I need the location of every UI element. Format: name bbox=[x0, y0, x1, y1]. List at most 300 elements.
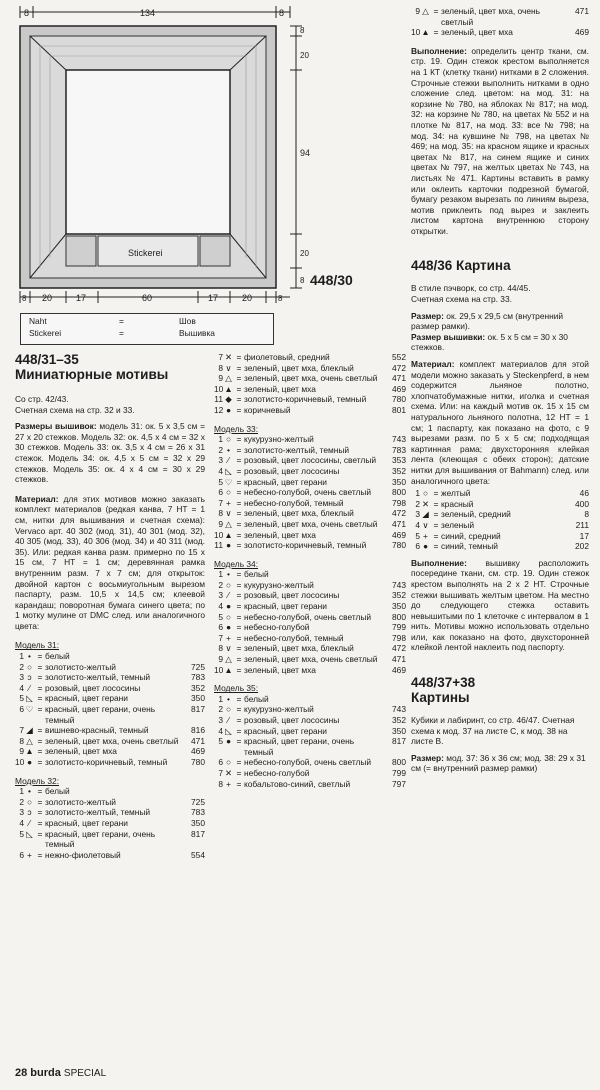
color-index: 7 bbox=[218, 767, 223, 778]
color-name: кукурузно-желтый bbox=[244, 579, 314, 590]
stitch-symbol-icon: • bbox=[227, 444, 230, 455]
color-row bbox=[214, 498, 406, 509]
color-index: 5 bbox=[218, 736, 223, 747]
color-code: 801 bbox=[392, 404, 406, 415]
equals-sign: = bbox=[236, 434, 242, 445]
size-label: Размер: bbox=[411, 310, 444, 321]
color-name: зеленый, цвет мха bbox=[244, 664, 316, 675]
color-name: небесно-голубой, темный bbox=[244, 497, 344, 508]
color-index: 1 bbox=[218, 569, 223, 580]
color-code: 350 bbox=[191, 693, 205, 704]
color-index: 2 bbox=[218, 579, 223, 590]
color-name: розовый, цвет лососины bbox=[244, 590, 340, 601]
equals-sign: = bbox=[236, 383, 242, 394]
stitch-symbol-icon: ● bbox=[422, 541, 429, 552]
color-index: 5 bbox=[19, 693, 24, 704]
equals-sign: = bbox=[236, 540, 242, 551]
color-code: 817 bbox=[191, 828, 205, 839]
color-code: 471 bbox=[575, 6, 589, 16]
color-code: 8 bbox=[584, 509, 589, 520]
stitch-symbol-icon: ● bbox=[26, 757, 33, 767]
color-index: 5 bbox=[218, 476, 223, 487]
color-index: 10 bbox=[214, 383, 224, 394]
color-index: 3 bbox=[218, 455, 223, 466]
color-name: золотисто-коричневый, темный bbox=[45, 757, 168, 767]
model-34-list bbox=[214, 569, 406, 675]
color-index: 8 bbox=[218, 778, 223, 789]
dim-right-3: 94 bbox=[300, 148, 311, 158]
color-code: 469 bbox=[191, 746, 205, 757]
equals-sign: = bbox=[37, 661, 43, 672]
model-31-list bbox=[15, 651, 205, 768]
color-index: 11 bbox=[214, 394, 223, 405]
color-code: 817 bbox=[392, 736, 406, 747]
equals-sign: = bbox=[236, 444, 242, 455]
color-name: золотисто-желтый, темный bbox=[45, 672, 151, 683]
equals-sign: = bbox=[433, 530, 439, 541]
equals-sign: = bbox=[236, 455, 242, 466]
model-33-heading: Модель 33: bbox=[214, 423, 259, 434]
color-row bbox=[214, 445, 406, 456]
equals-sign: = bbox=[37, 672, 43, 683]
color-name: розовый, цвет лососины bbox=[244, 715, 340, 725]
color-row bbox=[15, 829, 205, 850]
legend-eq: = bbox=[119, 327, 124, 338]
color-row bbox=[15, 818, 205, 829]
color-row bbox=[15, 704, 205, 725]
size-text: мод. 37: 36 х 36 см; мод. 38: 29 х 31 см (= внутренний размер рамки) bbox=[411, 752, 586, 774]
equals-sign: = bbox=[37, 796, 43, 807]
color-name: небесно-голубой bbox=[244, 622, 310, 633]
color-code: 350 bbox=[392, 725, 406, 736]
equals-sign: = bbox=[236, 643, 242, 654]
frame-diagram bbox=[0, 0, 330, 340]
color-index: 9 bbox=[19, 746, 24, 757]
color-row bbox=[15, 725, 205, 736]
color-code: 780 bbox=[191, 757, 205, 767]
color-index: 6 bbox=[218, 622, 223, 633]
color-index: 7 bbox=[218, 497, 223, 508]
color-index: 5 bbox=[218, 611, 223, 622]
stitch-symbol-icon: ∨ bbox=[225, 362, 232, 373]
equals-sign: = bbox=[236, 611, 242, 622]
equals-sign: = bbox=[37, 682, 43, 693]
color-code: 350 bbox=[392, 476, 406, 487]
equals-sign: = bbox=[236, 476, 242, 487]
color-row bbox=[214, 384, 406, 395]
equals-sign: = bbox=[433, 488, 439, 499]
color-code: 400 bbox=[575, 498, 589, 509]
color-row bbox=[214, 704, 406, 715]
section-title-31-35: 448/31–35 bbox=[15, 352, 79, 367]
color-code: 725 bbox=[191, 796, 205, 807]
color-row bbox=[214, 352, 406, 363]
color-name: красный, цвет герани bbox=[244, 725, 327, 736]
color-index: 9 bbox=[218, 654, 223, 665]
column-2 bbox=[214, 352, 406, 789]
stitch-symbol-icon: ⁄ bbox=[28, 682, 31, 693]
color-index: 11 bbox=[214, 540, 223, 551]
stitch-symbol-icon: ▲ bbox=[224, 664, 233, 675]
intro-line: Счетная схема на стр. 33. bbox=[411, 294, 512, 305]
stitch-symbol-icon: ○ bbox=[225, 579, 232, 590]
size-label: Размер: bbox=[411, 752, 444, 763]
stitch-symbol-icon: ✕ bbox=[224, 352, 233, 362]
color-name: белый bbox=[45, 786, 70, 797]
color-name: небесно-голубой, очень светлый bbox=[244, 487, 372, 498]
stitch-symbol-icon: ⁄ bbox=[227, 715, 230, 725]
size-text: ок. 29,5 х 29,5 см (внутренний размер рамки). bbox=[411, 310, 564, 332]
color-code: 350 bbox=[191, 817, 205, 828]
color-row bbox=[214, 394, 406, 405]
color-name: зеленый, цвет мха, очень светлый bbox=[244, 373, 378, 384]
stitch-symbol-icon: ◢ bbox=[422, 509, 429, 520]
color-index: 2 bbox=[415, 498, 420, 509]
color-index: 8 bbox=[19, 735, 24, 746]
color-name: кобальтово-синий, светлый bbox=[244, 778, 351, 789]
stitch-symbol-icon: ∨ bbox=[225, 643, 232, 654]
stitch-symbol-icon: ↄ bbox=[27, 807, 32, 818]
color-index: 2 bbox=[218, 444, 223, 455]
stitch-symbol-icon: ◺ bbox=[225, 725, 232, 736]
embroidery-size-paragraph bbox=[411, 332, 589, 353]
color-row bbox=[214, 569, 406, 580]
section-subtitle-31-35: Миниатюрные мотивы bbox=[15, 367, 169, 382]
stitch-symbol-icon: ● bbox=[225, 736, 232, 747]
equals-sign: = bbox=[433, 498, 439, 509]
color-name: золотисто-желтый bbox=[45, 661, 116, 672]
color-row bbox=[411, 27, 589, 38]
color-row bbox=[214, 665, 406, 676]
color-row bbox=[15, 651, 205, 662]
model-35-heading: Модель 35: bbox=[214, 683, 259, 694]
color-index: 9 bbox=[415, 6, 420, 16]
dim-bottom-3: 17 bbox=[76, 293, 87, 303]
stitch-symbol-icon: ○ bbox=[225, 487, 232, 498]
color-code: 743 bbox=[392, 579, 406, 590]
material-text: для этих мотивов можно заказать комплект материалов (редкая канва, 7 НТ = 1 см, нитки для вышивания и счетная схема): Vervaco арт. 40 302 (мод. 31), 40 301 (мод. 32), 40 305 (мод. 33), 40 306 (мод. 34) и 40 311 (мод. 35). Или: редкая канва разм. примерно по 15 х 15 см, 7 НТ = 1 см; деревянная рамка внутренним разм. 7 х 7 см; для открыток: двойной картон с восьмиугольным вырезом паспарту, разм. 10,5 х 14,5 см; клеевой карандаш; поворотная бумага синего цвета; по 1 мотку мулине от DMC след. или аналогичного цвета: bbox=[15, 493, 205, 631]
color-row bbox=[411, 520, 589, 531]
legend-eq: = bbox=[119, 316, 124, 326]
color-name: зеленый, цвет мха, блеклый bbox=[244, 508, 354, 519]
color-name: зеленый, цвет мха, блеклый bbox=[244, 362, 354, 373]
color-row bbox=[214, 726, 406, 737]
color-code: 552 bbox=[392, 352, 406, 362]
color-row bbox=[214, 694, 406, 705]
color-index: 5 bbox=[19, 828, 24, 839]
color-name: красный, цвет герани, очень темный bbox=[45, 828, 156, 850]
stitch-symbol-icon: ⁄ bbox=[227, 590, 230, 601]
stitch-symbol-icon: • bbox=[28, 786, 31, 797]
color-row bbox=[15, 672, 205, 683]
model-31-heading: Модель 31: bbox=[15, 640, 60, 651]
color-index: 1 bbox=[218, 693, 223, 704]
color-index: 4 bbox=[218, 465, 223, 476]
execution-paragraph bbox=[411, 46, 589, 237]
color-name: зеленый, цвет мха, очень светлый bbox=[45, 735, 179, 746]
dim-right-1: 8 bbox=[300, 26, 305, 35]
stitch-symbol-icon: • bbox=[227, 693, 230, 704]
material-paragraph bbox=[411, 359, 589, 486]
stitch-symbol-icon: + bbox=[423, 530, 428, 541]
color-row bbox=[214, 466, 406, 477]
color-name: розовый, цвет лососины bbox=[244, 465, 340, 476]
color-index: 8 bbox=[218, 508, 223, 519]
intro-line: В стиле пэчворк, со стр. 44/45. bbox=[411, 283, 531, 294]
color-name: белый bbox=[244, 693, 269, 704]
color-name: зеленый, цвет мха bbox=[244, 383, 316, 394]
color-index: 10 bbox=[214, 664, 224, 675]
color-code: 17 bbox=[579, 530, 589, 541]
equals-sign: = bbox=[433, 541, 439, 552]
stitch-symbol-icon: ✕ bbox=[421, 498, 430, 509]
section-title-37-38: 448/37+38 bbox=[411, 675, 476, 691]
execution-label: Выполнение: bbox=[411, 557, 467, 568]
color-code: 743 bbox=[392, 434, 406, 445]
stitch-symbol-icon: ○ bbox=[422, 488, 429, 499]
equals-sign: = bbox=[37, 828, 43, 839]
color-name: золотисто-коричневый, темный bbox=[244, 394, 367, 405]
equals-sign: = bbox=[433, 6, 439, 16]
equals-sign: = bbox=[236, 529, 242, 540]
color-code: 352 bbox=[392, 715, 406, 725]
equals-sign: = bbox=[236, 518, 242, 529]
intro-paragraph: Кубики и лабиринт, со стр. 46/47. Счетная схема к мод. 37 на листе С, к мод. 38 на листе В. bbox=[411, 715, 575, 747]
stitch-symbol-icon: △ bbox=[225, 518, 232, 529]
color-name: красный, цвет герани bbox=[244, 601, 327, 612]
color-row bbox=[15, 807, 205, 818]
equals-sign: = bbox=[236, 654, 242, 665]
color-code: 472 bbox=[392, 362, 406, 373]
color-code: 352 bbox=[191, 682, 205, 693]
dim-bottom-2: 20 bbox=[42, 293, 53, 303]
color-name: небесно-голубой, очень светлый bbox=[244, 611, 372, 622]
color-code: 783 bbox=[392, 444, 406, 455]
color-index: 3 bbox=[19, 807, 24, 818]
stitch-symbol-icon: • bbox=[227, 569, 230, 580]
equals-sign: = bbox=[236, 590, 242, 601]
size-paragraph bbox=[411, 753, 589, 774]
color-code: 800 bbox=[392, 757, 406, 768]
legend-box bbox=[20, 313, 274, 345]
color-code: 471 bbox=[392, 654, 406, 665]
color-code: 798 bbox=[392, 497, 406, 508]
color-index: 2 bbox=[218, 704, 223, 715]
color-code: 783 bbox=[191, 807, 205, 818]
color-code: 554 bbox=[191, 849, 205, 860]
equals-sign: = bbox=[236, 497, 242, 508]
dim-bottom-6: 20 bbox=[242, 293, 253, 303]
legend-ru: Шов bbox=[179, 316, 196, 326]
equals-sign: = bbox=[236, 715, 242, 725]
dim-right-5: 8 bbox=[300, 276, 305, 285]
color-row bbox=[214, 363, 406, 374]
stitch-symbol-icon: ↄ bbox=[27, 672, 32, 683]
color-name: коричневый bbox=[244, 404, 291, 415]
color-name: золотисто-желтый, темный bbox=[45, 807, 151, 818]
equals-sign: = bbox=[236, 373, 242, 384]
color-row bbox=[214, 540, 406, 551]
material-label: Материал: bbox=[15, 493, 59, 504]
color-index: 4 bbox=[218, 725, 223, 736]
equals-sign: = bbox=[37, 807, 43, 818]
model-32-list bbox=[15, 786, 205, 860]
color-code: 471 bbox=[392, 518, 406, 529]
equals-sign: = bbox=[236, 632, 242, 643]
stitch-symbol-icon: ♡ bbox=[25, 704, 34, 715]
color-row bbox=[411, 6, 589, 27]
equals-sign: = bbox=[236, 778, 242, 789]
equals-sign: = bbox=[37, 817, 43, 828]
equals-sign: = bbox=[236, 465, 242, 476]
equals-sign: = bbox=[236, 767, 242, 778]
sizes-text: модель 31: ок. 5 х 3,5 см = 27 х 20 стежков. Модель 32: ок. 4,5 х 4 см = 32 х 30 стежков. Модель 33: ок. 3,5 х 4 см = 26 х 31 стежок. Модель 34: ок. 4,5 х 5 см = 32 х 29 стежков. Модель 35: ок. 4 х 4 см = 30 х 29 стежков. bbox=[15, 421, 206, 485]
stitch-symbol-icon: ● bbox=[225, 601, 232, 612]
color-row bbox=[214, 508, 406, 519]
equals-sign: = bbox=[236, 725, 242, 736]
stitch-symbol-icon: △ bbox=[225, 654, 232, 665]
color-name: кукурузно-желтый bbox=[244, 434, 314, 445]
color-row bbox=[15, 757, 205, 768]
color-code: 743 bbox=[392, 704, 406, 715]
color-name: зеленый, цвет мха bbox=[441, 27, 513, 38]
model-36-color-list bbox=[411, 488, 589, 552]
color-index: 1 bbox=[415, 488, 420, 499]
stitch-symbol-icon: ▲ bbox=[421, 27, 430, 38]
embroidery-size-label: Размер вышивки: bbox=[411, 331, 486, 342]
stitch-symbol-icon: + bbox=[226, 632, 231, 643]
color-code: 469 bbox=[392, 529, 406, 540]
equals-sign: = bbox=[236, 693, 242, 704]
equals-sign: = bbox=[236, 622, 242, 633]
material-paragraph bbox=[15, 494, 205, 632]
stitch-symbol-icon: + bbox=[27, 849, 32, 860]
color-name: синий, средний bbox=[441, 530, 501, 541]
equals-sign: = bbox=[37, 651, 43, 662]
color-row bbox=[214, 715, 406, 726]
color-row bbox=[411, 488, 589, 499]
stitch-symbol-icon: ▲ bbox=[224, 529, 233, 540]
color-name: белый bbox=[45, 651, 70, 662]
color-row bbox=[15, 850, 205, 861]
color-row bbox=[214, 590, 406, 601]
diagram-ref: 448/30 bbox=[310, 272, 353, 288]
stitch-symbol-icon: ● bbox=[225, 540, 232, 551]
stitch-symbol-icon: △ bbox=[422, 6, 429, 16]
page-footer bbox=[15, 1067, 106, 1079]
stitch-symbol-icon: ○ bbox=[225, 611, 232, 622]
stitch-symbol-icon: ⁄ bbox=[28, 817, 31, 828]
color-row bbox=[214, 779, 406, 790]
page-number: 28 burda bbox=[15, 1067, 61, 1079]
color-row bbox=[214, 757, 406, 768]
color-row bbox=[214, 736, 406, 757]
dim-right-4: 20 bbox=[300, 249, 309, 258]
equals-sign: = bbox=[236, 569, 242, 580]
color-code: 798 bbox=[392, 632, 406, 643]
equals-sign: = bbox=[236, 508, 242, 519]
stitch-symbol-icon: ○ bbox=[225, 434, 232, 445]
color-row bbox=[214, 434, 406, 445]
color-row bbox=[214, 487, 406, 498]
color-row bbox=[15, 797, 205, 808]
intro-line: Счетная схема на стр. 32 и 33. bbox=[15, 404, 135, 415]
color-row bbox=[214, 455, 406, 466]
legend-ru: Вышивка bbox=[179, 327, 215, 338]
equals-sign: = bbox=[236, 736, 242, 747]
color-row bbox=[214, 373, 406, 384]
dim-right-2: 20 bbox=[300, 51, 309, 60]
model-34-heading: Модель 34: bbox=[214, 558, 259, 569]
color-name: розовый, цвет лососины bbox=[45, 682, 141, 693]
color-name: нежно-фиолетовый bbox=[45, 849, 121, 860]
color-name: розовый, цвет лососины, светлый bbox=[244, 455, 377, 466]
model-35-list bbox=[214, 694, 406, 789]
execution-text: вышивку расположить посередине ткани, см. стр. 19. Один стежок крестом выполнять на 2 х 2 НТ. Строчные стежки вышивать желтым цветом. На местно до следующего стежка оставить невышитыми по 1 клеточке с интервалом в 1 нить. Мотивы можно использовать отдельно или, как показано на фото, двухсторонней клейкой лентой наклеить под паспорту. bbox=[411, 557, 589, 653]
continued-color-list bbox=[411, 6, 589, 38]
color-index: 10 bbox=[411, 27, 421, 38]
color-name: вишнево-красный, темный bbox=[45, 725, 149, 736]
color-name: зеленый, цвет мха, очень светлый bbox=[441, 6, 540, 27]
color-code: 799 bbox=[392, 767, 406, 778]
color-row bbox=[214, 405, 406, 416]
stitch-symbol-icon: ○ bbox=[225, 704, 232, 715]
color-row bbox=[15, 786, 205, 797]
color-index: 10 bbox=[214, 529, 224, 540]
color-index: 1 bbox=[19, 786, 24, 797]
color-code: 800 bbox=[392, 487, 406, 498]
color-name: красный, цвет герани, очень темный bbox=[45, 704, 156, 725]
color-name: зеленый, средний bbox=[441, 509, 511, 520]
stitch-symbol-icon: △ bbox=[26, 735, 33, 746]
color-code: 211 bbox=[575, 519, 589, 530]
color-name: золотисто-желтый bbox=[45, 796, 116, 807]
stitch-symbol-icon: ○ bbox=[26, 661, 33, 672]
color-row bbox=[214, 530, 406, 541]
color-index: 8 bbox=[218, 362, 223, 373]
equals-sign: = bbox=[37, 735, 43, 746]
color-name: красный, цвет герани bbox=[244, 476, 327, 487]
color-code: 471 bbox=[191, 735, 205, 746]
section-subtitle-37-38: Картины bbox=[411, 690, 470, 706]
dim-top-right: 8 bbox=[279, 8, 285, 18]
equals-sign: = bbox=[236, 757, 242, 768]
execution-paragraph bbox=[411, 558, 589, 653]
color-code: 352 bbox=[392, 590, 406, 601]
color-index: 5 bbox=[415, 530, 420, 541]
stitch-symbol-icon: ● bbox=[225, 622, 232, 633]
color-code: 799 bbox=[392, 622, 406, 633]
color-name: красный bbox=[441, 498, 474, 509]
dim-bottom-5: 17 bbox=[208, 293, 219, 303]
color-code: 780 bbox=[392, 540, 406, 551]
color-row bbox=[411, 531, 589, 542]
color-row bbox=[15, 693, 205, 704]
legend-de: Stickerei bbox=[29, 327, 62, 338]
color-name: небесно-голубой, очень светлый bbox=[244, 757, 372, 768]
equals-sign: = bbox=[37, 849, 43, 860]
equals-sign: = bbox=[433, 27, 439, 38]
color-index: 7 bbox=[218, 632, 223, 643]
color-row bbox=[214, 622, 406, 633]
color-code: 469 bbox=[392, 664, 406, 675]
column-3 bbox=[411, 6, 589, 774]
equals-sign: = bbox=[37, 725, 43, 736]
color-index: 4 bbox=[19, 817, 24, 828]
stitch-symbol-icon: ✕ bbox=[224, 767, 233, 778]
color-row bbox=[214, 643, 406, 654]
color-name: небесно-голубой bbox=[244, 767, 310, 778]
